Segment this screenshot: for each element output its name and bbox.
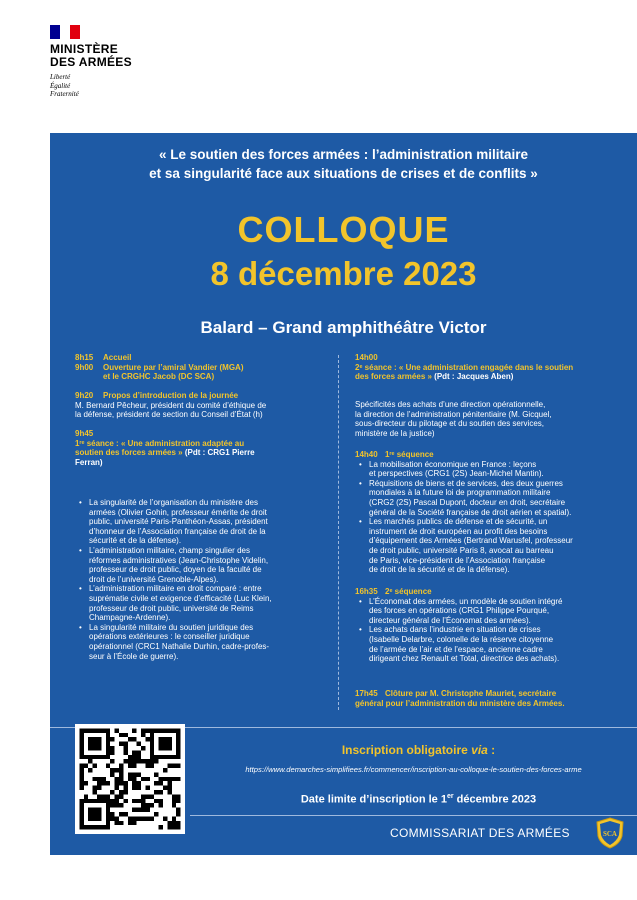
talk-item xyxy=(89,623,330,661)
talk-line: (CRG2 (2S) Pascal Dupont, docteur en droit, secrétaire xyxy=(369,497,566,507)
talk-line: opérationnel (CRC1 Nathalie Durhin, cadre-profes- xyxy=(89,641,270,651)
talk-line: • Réquisitions de biens et de services, des deux guerres xyxy=(369,478,563,488)
event-title: COLLOQUE xyxy=(237,209,450,250)
closing-title-2: général pour l’administration du ministère des Armées. xyxy=(355,698,565,708)
sequence-1-title: 1ʳᵉ séquence xyxy=(385,450,434,459)
talk-line: réformes administratives (Jean-Christophe Videlin, xyxy=(89,555,269,565)
talk-line: public, université Paris-Panthéon-Assas, président xyxy=(89,517,268,527)
session2-title-1: 2ᵉ séance : « Une administration engagée dans le soutien xyxy=(355,362,574,372)
talk-line: opérations extérieures : le conseiller juridique xyxy=(89,632,250,642)
registration-link[interactable]: https://www.demarches-simplifiees.fr/commencer/inscription-au-colloque-le-soutien-des-forces-arme xyxy=(245,765,582,774)
talk-line: dirigeant chez Renault et Total, directrice des achats). xyxy=(369,654,560,664)
registration-deadline xyxy=(200,793,637,806)
sca-emblem-icon xyxy=(595,817,625,849)
talk-line: • La singularité militaire du soutien juridique des xyxy=(89,622,254,632)
talk-line: • L’Économat des armées, un modèle de soutien intégré xyxy=(369,596,563,606)
talk-item xyxy=(369,597,630,626)
session1-chair-cont: Ferran) xyxy=(75,457,103,467)
agenda-opening-cont: et le CRGHC Jacob (DC SCA) xyxy=(103,372,215,382)
talk-line: d’honneur de l’Association française de droit de la xyxy=(89,526,266,536)
talk-item xyxy=(369,625,630,663)
talk-line: ministère de la justice) xyxy=(355,428,435,438)
closing-title-1: Clôture par M. Christophe Mauriet, secrétaire xyxy=(385,689,557,698)
ministry-header xyxy=(50,25,250,115)
registration-colon: : xyxy=(487,743,496,757)
talk-line: Spécificités des achats d’une direction opérationnelle, xyxy=(355,400,546,409)
session1-chair: (Pdt : CRG1 Pierre xyxy=(182,448,255,458)
talk-line: seur à l’École de guerre). xyxy=(89,651,179,661)
deadline-sup: er xyxy=(446,793,454,800)
talk-line: professeur de droit public, université de Reims xyxy=(89,603,254,613)
time-9h45: 9h45 xyxy=(75,429,94,438)
talk-line: mondiales à la future loi de programmation militaire xyxy=(369,488,551,498)
session1-talks xyxy=(75,498,330,661)
emblem-lettering: SCA xyxy=(602,830,618,838)
footer-divider-2 xyxy=(190,815,637,816)
event-date: 8 décembre 2023 xyxy=(210,255,477,292)
talk-item xyxy=(369,460,630,479)
agenda-introduction: Propos d’introduction de la journée xyxy=(103,391,239,400)
session2-chair: (Pdt : Jacques Aben) xyxy=(431,372,514,382)
intro-speaker-1: M. Bernard Pêcheur, président du comité d’éthique de xyxy=(75,400,267,410)
talk-line: de droit public, université Paris 8, avocat au barreau xyxy=(369,545,554,555)
agenda-welcome: Accueil xyxy=(103,353,132,362)
time-14h00: 14h00 xyxy=(355,353,378,362)
talk-line: d’équipement des Armées (Bertrand Warusfel, professeur xyxy=(369,536,573,546)
talk-item xyxy=(369,479,630,517)
time-17h45: 17h45 xyxy=(355,689,378,698)
talk-line: • La mobilisation économique en France : leçons xyxy=(369,459,537,469)
talk-line: instrument de droit européen au profit des besoins xyxy=(369,526,548,536)
deadline-date: décembre 2023 xyxy=(453,793,537,806)
talk-line: de Paris, vice-président de l’Association française xyxy=(369,555,546,565)
talk-line: • La singularité de l’organisation du ministère des xyxy=(89,498,258,507)
theme-line-2: et sa singularité face aux situations de crises et de conflits » xyxy=(149,166,538,181)
talk-line: sécurité et de la défense). xyxy=(89,536,182,546)
talk-line: de l’armée de l’air et de l’espace, ancienne cadre xyxy=(369,644,543,654)
republic-motto: Liberté Égalité Fraternité xyxy=(50,73,79,98)
talk-line: professeur de droit public, doyen de la faculté de xyxy=(89,565,262,575)
agenda-opening: Ouverture par l’amiral Vandier (MGA) xyxy=(103,362,244,372)
event-venue: Balard – Grand amphithéâtre Victor xyxy=(200,318,487,337)
sequence-2-title: 2ᵉ séquence xyxy=(385,587,432,596)
talk-item xyxy=(89,498,330,546)
sequence-2-talks xyxy=(355,597,630,664)
talk-line: droit de l’université Grenoble-Alpes). xyxy=(89,574,219,584)
deadline-label: Date limite d’inscription le 1 xyxy=(300,793,447,806)
talk-line: directeur général de l’Économat des armées). xyxy=(369,615,531,625)
talk-item xyxy=(369,517,630,575)
talk-line: sous-directeur du pilotage et du soutien des services, xyxy=(355,419,544,429)
talk-line: • L’administration militaire, champ singulier des xyxy=(89,545,250,555)
ministry-name: MINISTÈRE DES ARMÉES xyxy=(50,42,132,69)
talk-line: (Isabelle Delarbre, colonelle de la réserve citoyenne xyxy=(369,634,554,644)
session1-title-2: soutien des forces armées » xyxy=(75,448,183,458)
time-8h15: 8h15 xyxy=(75,353,94,362)
organizer-name: COMMISSARIAT DES ARMÉES xyxy=(390,826,570,840)
registration-label: Inscription obligatoire xyxy=(341,743,472,757)
talk-line: • Les marchés publics de défense et de sécurité, un xyxy=(369,517,548,527)
talk-line: Champagne-Ardenne). xyxy=(89,613,171,623)
registration-via: via xyxy=(471,743,488,757)
intro-speaker-2: la défense, président de section du Conseil d’État (h) xyxy=(75,410,263,420)
talk-line: et perspectives (CRG1 (2S) Jean-Michel Mantin). xyxy=(369,469,544,479)
time-9h20: 9h20 xyxy=(75,391,94,400)
registration-qr-code[interactable] xyxy=(75,724,185,834)
talk-line: de droit de la sécurité et de la défense). xyxy=(369,565,510,575)
session2-title-2: des forces armées » xyxy=(355,372,432,382)
poster xyxy=(50,133,637,855)
session2-intro-talk xyxy=(355,400,630,438)
registration-heading xyxy=(200,743,637,757)
talk-line: la direction de l’administration pénitentiaire (M. Gicquel, xyxy=(355,409,552,419)
talk-item xyxy=(89,584,330,622)
talk-line: • Les achats dans l’industrie en situation de crises xyxy=(369,625,541,635)
talk-item xyxy=(89,546,330,584)
time-14h40: 14h40 xyxy=(355,450,378,459)
time-16h35: 16h35 xyxy=(355,587,378,596)
talk-line: des forces en opérations (CRG1 Philippe Pourqué, xyxy=(369,606,550,616)
talk-line: • L’administration militaire en droit comparé : entre xyxy=(89,584,262,594)
talk-line: suprématie civile et exigence d’efficacité (Luc Klein, xyxy=(89,593,272,603)
sequence-1-talks xyxy=(355,460,630,575)
column-divider xyxy=(338,355,339,710)
session1-title-1: 1ʳᵉ séance : « Une administration adaptée au xyxy=(75,438,245,448)
talk-line: général de la Société française de droit aérien et spatial). xyxy=(369,507,572,517)
theme-line-1: « Le soutien des forces armées : l’administration militaire xyxy=(158,147,529,162)
french-flag-icon xyxy=(50,25,80,39)
talk-line: armées (Olivier Gohin, professeur émérite de droit xyxy=(89,507,267,517)
time-9h00: 9h00 xyxy=(75,362,94,372)
